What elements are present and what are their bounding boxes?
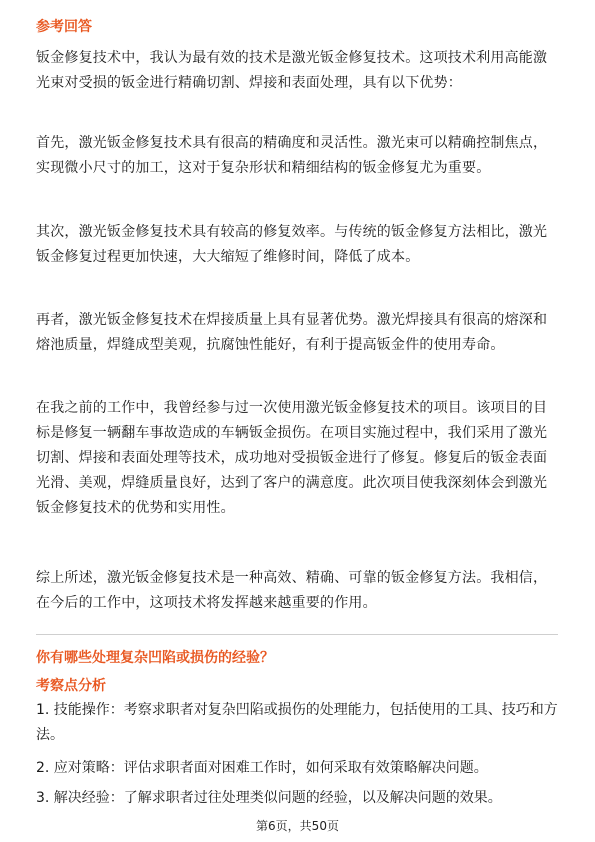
question-title: 你有哪些处理复杂凹陷或损伤的经验？ [36, 650, 274, 666]
paragraph-first: 首先，激光钣金修复技术具有很高的精确度和灵活性。激光束可以精确控制焦点，实现微小尺寸的加工，这对于复杂形状和精细结构的钣金修复尤为重要。 [36, 135, 548, 176]
paragraph-conclusion: 综上所述，激光钣金修复技术是一种高效、精确、可靠的钣金修复方法。我相信，在今后的工作中，这项技术将发挥越来越重要的作用。 [36, 570, 548, 611]
paragraph-experience: 在我之前的工作中，我曾经参与过一次使用激光钣金修复技术的项目。该项目的目标是修复一辆翻车事故造成的车辆钣金损伤。在项目实施过程中，我们采用了激光切割、焊接和表面处理等技术，成功地对受损钣金进行了修复。修复后的钣金表面光滑、美观，焊缝质量良好，达到了客户的满意度。此次项目使我深刻体会到激光钣金修复技术的优势和实用性。 [36, 400, 548, 516]
page-footer: 第6页，共50页 [256, 819, 339, 833]
analysis-label: 考察点分析 [36, 678, 106, 694]
paragraph-intro: 钣金修复技术中，我认为最有效的技术是激光钣金修复技术。这项技术利用高能激光束对受损的钣金进行精确切割、焊接和表面处理，具有以下优势： [36, 50, 548, 91]
analysis-item: 1. 技能操作：考察求职者对复杂凹陷或损伤的处理能力，包括使用的工具、技巧和方法。 [36, 702, 558, 743]
section-divider [36, 634, 558, 635]
paragraph-third: 再者，激光钣金修复技术在焊接质量上具有显著优势。激光焊接具有很高的熔深和熔池质量，焊缝成型美观，抗腐蚀性能好，有利于提高钣金件的使用寿命。 [36, 312, 548, 353]
answer-label: 参考回答 [36, 19, 92, 35]
analysis-item: 3. 解决经验：了解求职者过往处理类似问题的经验，以及解决问题的效果。 [36, 790, 502, 806]
analysis-item: 2. 应对策略：评估求职者面对困难工作时，如何采取有效策略解决问题。 [36, 760, 488, 776]
paragraph-second: 其次，激光钣金修复技术具有较高的修复效率。与传统的钣金修复方法相比，激光钣金修复过程更加快速，大大缩短了维修时间，降低了成本。 [36, 224, 548, 265]
